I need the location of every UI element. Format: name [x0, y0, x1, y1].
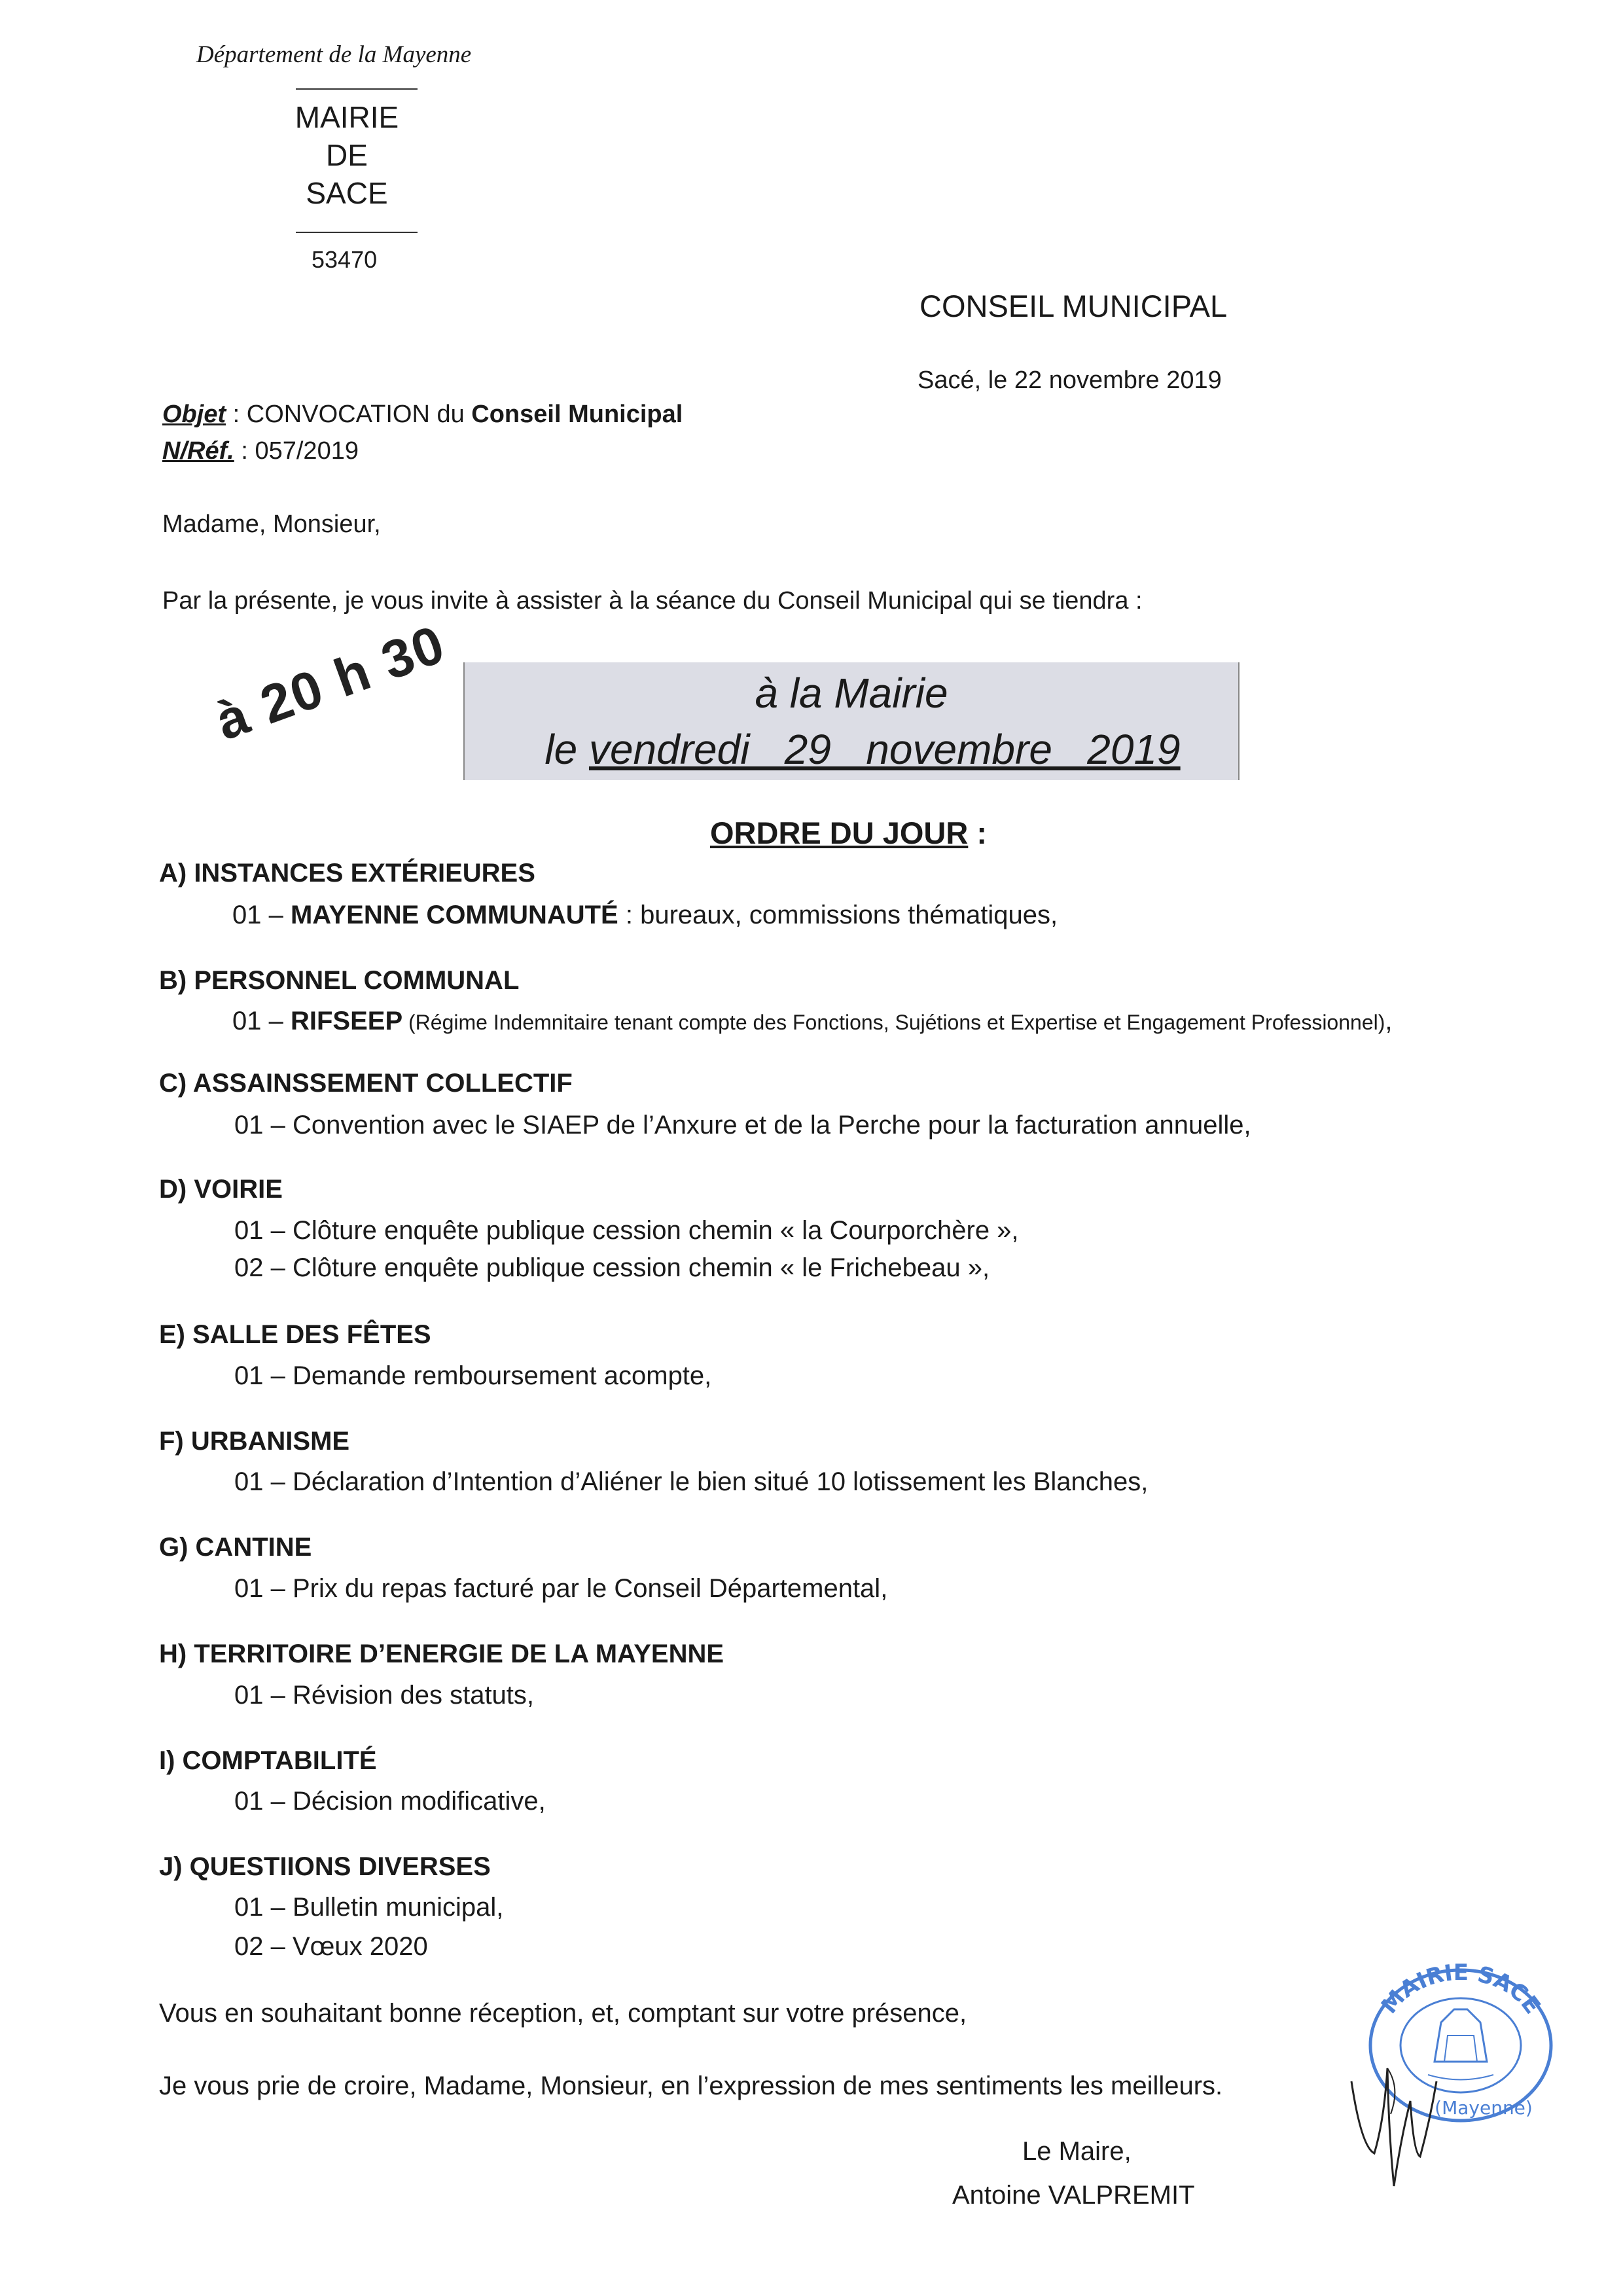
section-a-title: A) INSTANCES EXTÉRIEURES [159, 859, 535, 888]
item-text: Demande remboursement acompte, [292, 1361, 712, 1390]
item-prefix: 02 – [234, 1253, 293, 1282]
item-text: Convention avec le SIAEP de l’Anxure et de la Perche pour la facturation annuelle, [292, 1111, 1251, 1139]
signature-scribble [1348, 2042, 1440, 2199]
intro-paragraph: Par la présente, je vous invite à assister à la séance du Conseil Municipal qui se tiendra : [162, 587, 1143, 615]
signature-name: Antoine VALPREMIT [952, 2181, 1195, 2210]
item-text: , [1385, 1007, 1393, 1035]
section-b-item-1 [232, 1007, 1393, 1036]
header-divider-top [296, 88, 418, 90]
nref-value: : 057/2019 [234, 437, 359, 465]
item-prefix: 01 – [234, 1216, 293, 1245]
item-text: Bulletin municipal, [292, 1893, 504, 1922]
section-c-item-1 [234, 1111, 1251, 1140]
section-d-item-2 [234, 1253, 990, 1283]
mairie-line-2: DE [326, 138, 368, 172]
section-g-item-1 [234, 1574, 887, 1604]
svg-text:MAIRIE SACE: MAIRIE SACE [1376, 1964, 1546, 2019]
section-j-title: J) QUESTIIONS DIVERSES [159, 1852, 491, 1881]
agenda-heading-suffix: : [968, 816, 988, 850]
objet-value-bold: Conseil Municipal [471, 401, 683, 428]
item-text: Vœux 2020 [292, 1932, 428, 1961]
section-f-item-1 [234, 1467, 1148, 1497]
svg-text:(Mayenne): (Mayenne) [1435, 2097, 1533, 2119]
meeting-date [516, 725, 1209, 774]
item-small-text: (Régime Indemnitaire tenant compte des Fonctions, Sujétions et Expertise et Engagement Professionnel) [402, 1011, 1385, 1034]
item-bold: RIFSEEP [290, 1007, 403, 1035]
meeting-location: à la Mairie [755, 670, 948, 717]
section-i-item-1 [234, 1787, 546, 1816]
objet-line [162, 401, 683, 429]
item-text: Clôture enquête publique cession chemin « le Frichebeau », [292, 1253, 990, 1282]
item-bold: MAYENNE COMMUNAUTÉ [290, 901, 618, 929]
section-d-title: D) VOIRIE [159, 1175, 283, 1204]
section-e-title: E) SALLE DES FÊTES [159, 1320, 431, 1349]
item-prefix: 01 – [234, 1574, 293, 1603]
section-c-title: C) ASSAINSSEMENT COLLECTIF [159, 1069, 573, 1098]
section-j-item-2 [234, 1932, 428, 1962]
section-i-title: I) COMPTABILITÉ [159, 1746, 377, 1775]
reference-line [162, 437, 359, 465]
objet-label: Objet [162, 401, 226, 428]
signature-title: Le Maire, [1022, 2137, 1132, 2166]
agenda-heading-text: ORDRE DU JOUR [710, 816, 969, 850]
mairie-line-1: MAIRIE [294, 100, 399, 134]
item-text: Prix du repas facturé par le Conseil Départemental, [292, 1574, 888, 1603]
item-text: : bureaux, commissions thématiques, [618, 901, 1058, 929]
closing-line-1: Vous en souhaitant bonne réception, et, comptant sur votre présence, [159, 1999, 967, 2028]
section-g-title: G) CANTINE [159, 1533, 312, 1562]
item-prefix: 01 – [234, 1361, 293, 1390]
item-text: Décision modificative, [292, 1787, 546, 1816]
item-prefix: 01 – [232, 901, 291, 929]
item-prefix: 01 – [234, 1111, 293, 1139]
item-prefix: 02 – [234, 1932, 293, 1961]
section-a-item-1 [232, 901, 1058, 930]
section-h-title: H) TERRITOIRE D’ENERGIE DE LA MAYENNE [159, 1640, 724, 1668]
department-heading: Département de la Mayenne [196, 41, 472, 68]
meeting-date-value: vendredi 29 novembre 2019 [588, 726, 1181, 773]
nref-label: N/Réf. [162, 437, 234, 465]
time-stamp: à 20 h 30 [208, 614, 453, 752]
meeting-date-prefix: le [544, 726, 589, 773]
section-h-item-1 [234, 1681, 534, 1710]
salutation: Madame, Monsieur, [162, 511, 381, 538]
section-d-item-1 [234, 1216, 1019, 1246]
section-j-item-1 [234, 1893, 503, 1922]
postal-code: 53470 [312, 246, 378, 273]
item-text: Révision des statuts, [292, 1681, 535, 1710]
mairie-line-3: SACE [306, 176, 388, 210]
section-e-item-1 [234, 1361, 711, 1391]
date-line: Sacé, le 22 novembre 2019 [918, 367, 1222, 394]
closing-line-2: Je vous prie de croire, Madame, Monsieur, en l’expression de mes sentiments les meilleurs. [159, 2072, 1223, 2100]
section-f-title: F) URBANISME [159, 1427, 350, 1456]
section-b-title: B) PERSONNEL COMMUNAL [159, 966, 520, 995]
item-text: Déclaration d’Intention d’Aliéner le bien situé 10 lotissement les Blanches, [292, 1467, 1149, 1496]
item-prefix: 01 – [234, 1893, 293, 1922]
item-prefix: 01 – [232, 1007, 291, 1035]
item-text: Clôture enquête publique cession chemin « la Courporchère », [292, 1216, 1019, 1245]
header-divider-bottom [296, 232, 418, 233]
objet-value: : CONVOCATION du [226, 401, 472, 428]
item-prefix: 01 – [234, 1467, 293, 1496]
document-title: CONSEIL MUNICIPAL [919, 289, 1228, 323]
meeting-box [463, 662, 1240, 780]
agenda-heading [710, 815, 987, 851]
mairie-block [281, 98, 412, 212]
item-prefix: 01 – [234, 1787, 293, 1816]
item-prefix: 01 – [234, 1681, 293, 1710]
